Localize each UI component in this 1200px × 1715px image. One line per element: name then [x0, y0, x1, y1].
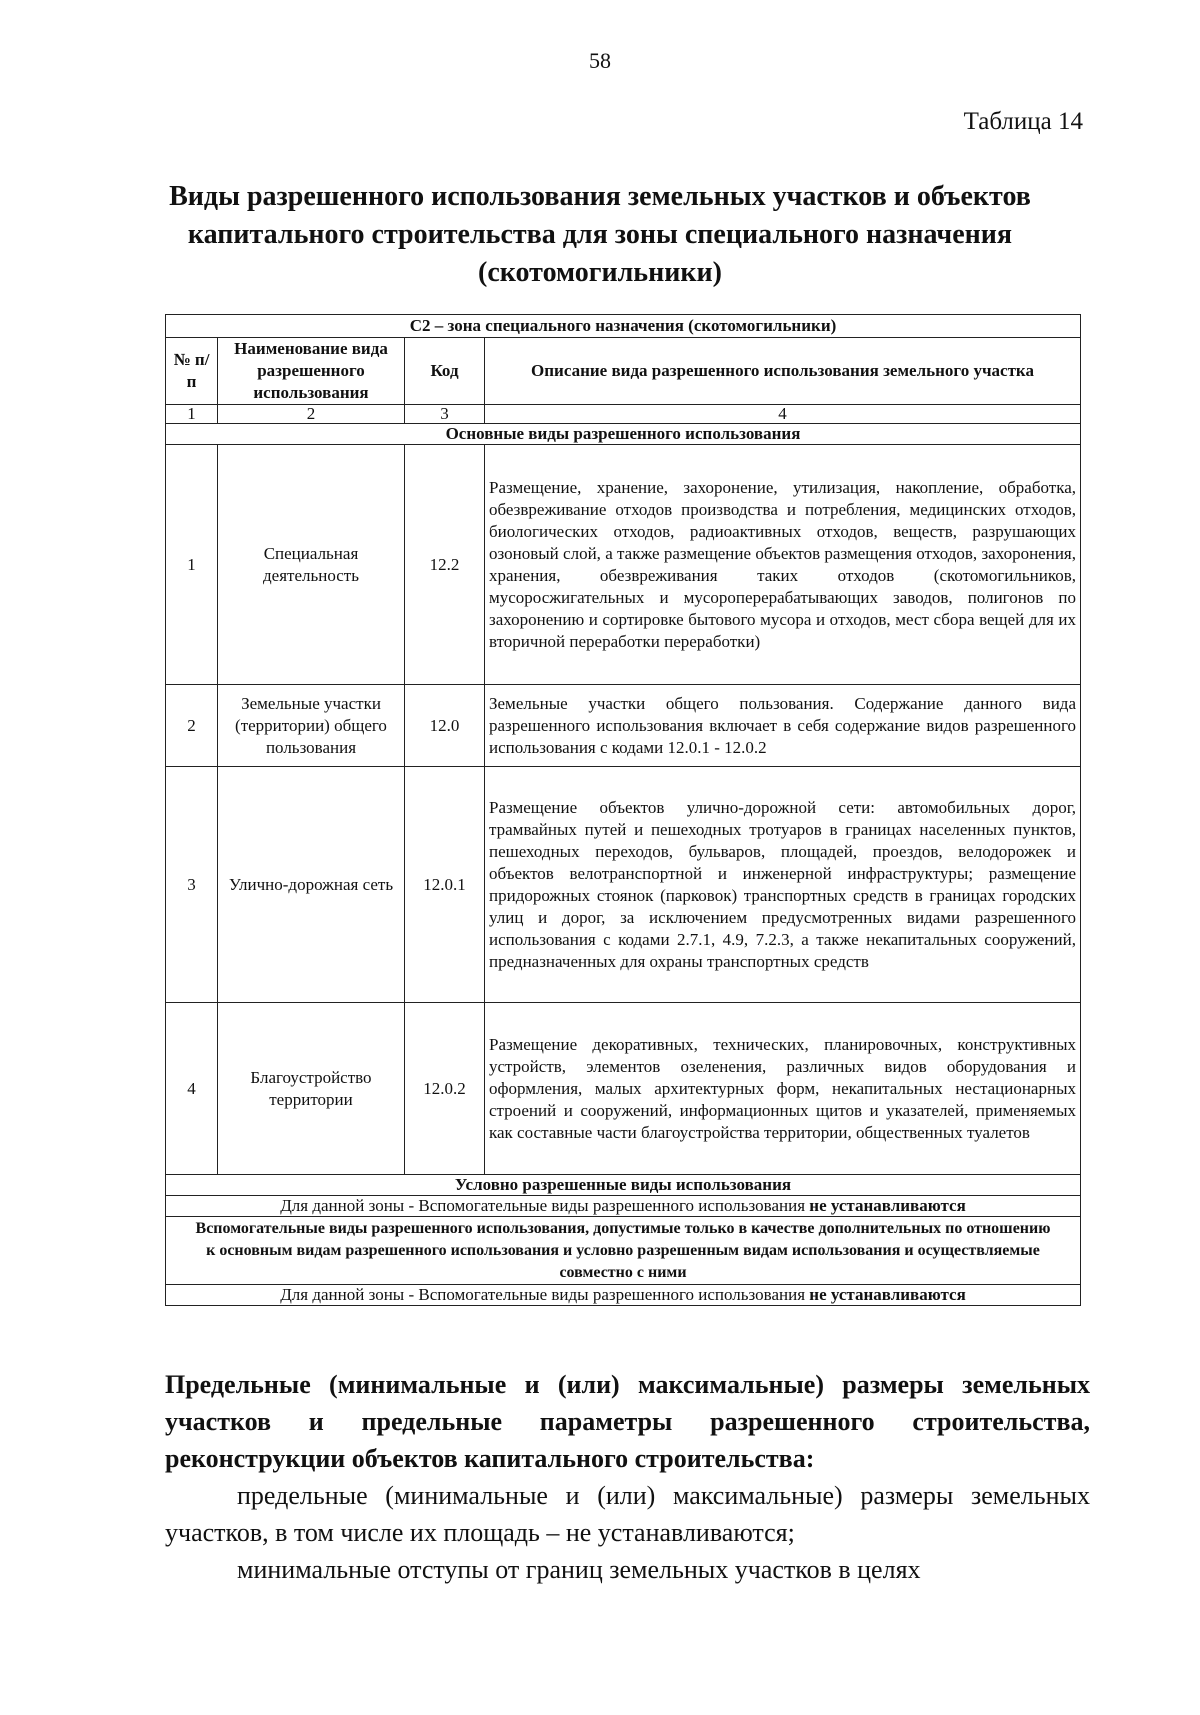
row-code: 12.0 [405, 685, 485, 767]
row-num: 1 [166, 445, 218, 685]
row-num: 2 [166, 685, 218, 767]
col-number: 2 [218, 405, 405, 424]
zone-table [165, 314, 1081, 1306]
col-number: 3 [405, 405, 485, 424]
col-header-name: Наименование вида разрешенного использования [218, 338, 405, 405]
aux-header-row [166, 1217, 1081, 1285]
table-row [166, 1003, 1081, 1175]
section-main-label: Основные виды разрешенного использования [166, 424, 1081, 445]
row-code: 12.0.2 [405, 1003, 485, 1175]
row-desc: Земельные участки общего пользования. Содержание данного вида разрешенного использования включает в себя содержание видов разрешенного использования с кодами 12.0.1 - 12.0.2 [485, 685, 1081, 767]
limits-heading: Предельные (минимальные и (или) максимальные) размеры земельных участков и предельные параметры разрешенного строительства, реконструкции объектов капитального строительства: [165, 1370, 1090, 1473]
col-header-code: Код [405, 338, 485, 405]
row-desc: Размещение объектов улично-дорожной сети: автомобильных дорог, трамвайных путей и пешеходных тротуаров в границах населенных пунктов, пешеходных переходов, бульваров, площадей, проездов, велодорожек и объектов велотранспортной и инженерной инфраструктуры; размещение придорожных стоянок (парковок) транспортных средств в границах городских улиц и дорог, за исключением предусмотренных видами разрешенного использования с кодами 2.7.1, 4.9, 7.2.3, а также некапитальных сооружений, предназначенных для охраны транспортных средств [485, 767, 1081, 1003]
table-row [166, 685, 1081, 767]
col-header-desc: Описание вида разрешенного использования земельного участка [485, 338, 1081, 405]
column-number-row [166, 405, 1081, 424]
col-number: 1 [166, 405, 218, 424]
row-name: Земельные участки (территории) общего пользования [218, 685, 405, 767]
section-row-conditional [166, 1175, 1081, 1196]
row-code: 12.2 [405, 445, 485, 685]
table-label: Таблица 14 [963, 108, 1083, 135]
section-row-main [166, 424, 1081, 445]
column-header-row [166, 338, 1081, 405]
row-num: 3 [166, 767, 218, 1003]
note-text: Для данной зоны - Вспомогательные виды разрешенного использования [280, 1196, 810, 1215]
zone-header: С2 – зона специального назначения (скотомогильники) [166, 315, 1081, 338]
note-cell [166, 1196, 1081, 1217]
document-title: Виды разрешенного использования земельных участков и объектов капитального строительства для зоны специального назначения (скотомогильники) [169, 181, 1031, 288]
col-header-num: № п/п [166, 338, 218, 405]
row-name: Улично-дорожная сеть [218, 767, 405, 1003]
limits-paragraph-1: предельные (минимальные и (или) максимальные) размеры земельных участков, в том числе их площадь – не устанавливаются; [165, 1481, 1090, 1547]
note-row [166, 1196, 1081, 1217]
row-code: 12.0.1 [405, 767, 485, 1003]
note-text-bold: не устанавливаются [809, 1285, 966, 1304]
note-cell-2 [166, 1285, 1081, 1306]
page-number: 58 [589, 48, 611, 73]
row-desc: Размещение, хранение, захоронение, утилизация, накопление, обработка, обезвреживание отходов производства и потребления, медицинских отходов, биологических отходов, радиоактивных отходов, веществ, разрушающих озоновый слой, а также размещение объектов размещения отходов, захоронения, хранения, обезвреживания таких отходов (скотомогильников, мусоросжигательных и мусороперерабатывающих заводов, полигонов по захоронению и сортировке бытового мусора и отходов, мест сбора вещей для их вторичной переработки переработки) [485, 445, 1081, 685]
note-row-2 [166, 1285, 1081, 1306]
note-text-bold: не устанавливаются [809, 1196, 966, 1215]
col-number: 4 [485, 405, 1081, 424]
limits-paragraph-2: минимальные отступы от границ земельных участков в целях [237, 1555, 921, 1584]
zone-header-row [166, 315, 1081, 338]
row-desc: Размещение декоративных, технических, планировочных, конструктивных устройств, элементов озеленения, различных видов оборудования и оформления, малых архитектурных форм, некапитальных нестационарных строений и сооружений, информационных щитов и указателей, применяемых как составные части благоустройства территории, общественных туалетов [485, 1003, 1081, 1175]
row-name: Благоустройство территории [218, 1003, 405, 1175]
row-name: Специальная деятельность [218, 445, 405, 685]
section-conditional-label: Условно разрешенные виды использования [166, 1175, 1081, 1196]
row-num: 4 [166, 1003, 218, 1175]
table-row [166, 767, 1081, 1003]
aux-header: Вспомогательные виды разрешенного использования, допустимые только в качестве дополнительных по отношению к основным видам разрешенного использования и условно разрешенным видам использования и осуществляемые совместно с ними [166, 1217, 1081, 1285]
note-text: Для данной зоны - Вспомогательные виды разрешенного использования [280, 1285, 810, 1304]
table-row [166, 445, 1081, 685]
